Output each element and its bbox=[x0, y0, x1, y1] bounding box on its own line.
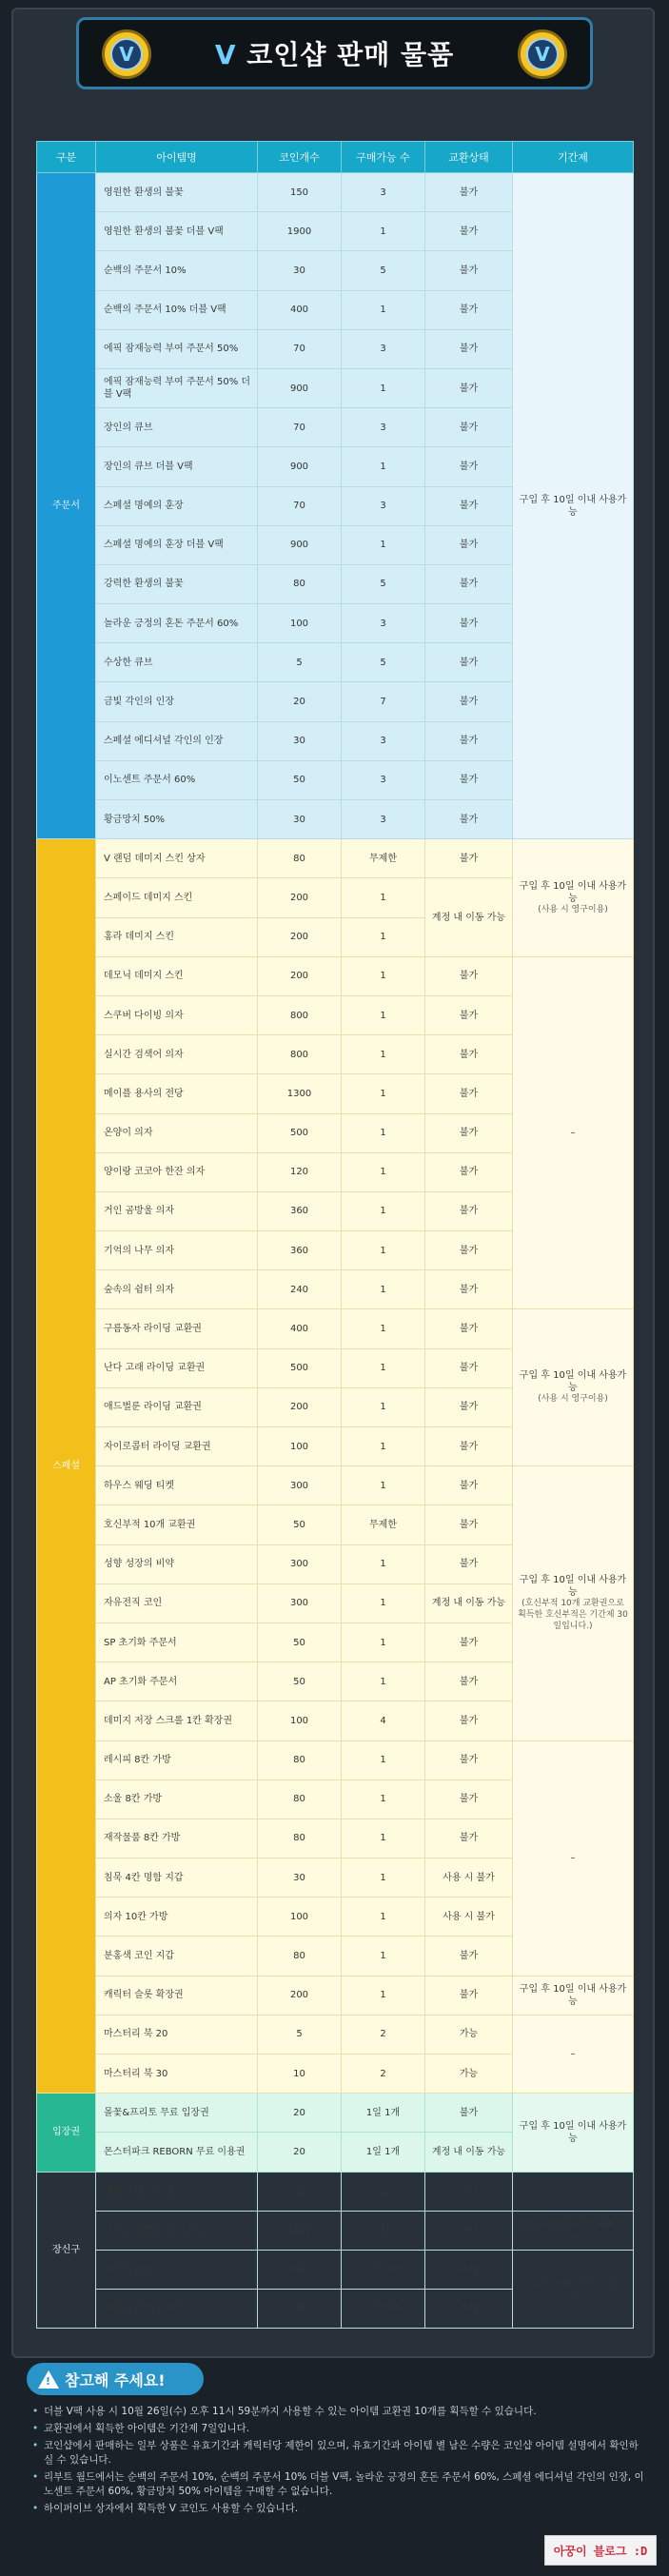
coin-count: 70 bbox=[258, 486, 342, 525]
coin-count: 900 bbox=[258, 368, 342, 407]
coin-count: 200 bbox=[258, 1387, 342, 1426]
item-name: 장인의 큐브 더블 V팩 bbox=[96, 447, 258, 486]
period-note bbox=[513, 173, 634, 839]
table-row bbox=[37, 1466, 634, 1505]
trade-status: 불가 bbox=[425, 1937, 513, 1976]
coin-count: 20 bbox=[258, 682, 342, 721]
trade-status: 불가 bbox=[425, 1740, 513, 1780]
item-name: 벤전스 스톤 bbox=[96, 2250, 258, 2289]
item-name: 메이플 용사의 전당 bbox=[96, 1074, 258, 1113]
trade-status: 계정 내 이동 가능 bbox=[425, 2133, 513, 2172]
period-note-line: – bbox=[570, 1853, 576, 1864]
coin-count: 5 bbox=[258, 2015, 342, 2054]
header-item-name: 아이템명 bbox=[96, 142, 258, 173]
item-name: SP 초기화 주문서 bbox=[96, 1622, 258, 1662]
item-name: 순백의 주문서 10% 더블 V팩 bbox=[96, 290, 258, 329]
item-name: 분홍색 코인 지갑 bbox=[96, 1937, 258, 1976]
coin-count: 1300 bbox=[258, 1074, 342, 1113]
purchase-limit: 1 bbox=[342, 956, 425, 995]
coin-count: 70 bbox=[258, 408, 342, 447]
table-row bbox=[37, 2094, 634, 2133]
header-period: 기간제 bbox=[513, 142, 634, 173]
trade-status: 불가 bbox=[425, 1662, 513, 1701]
purchase-limit: 무제한 bbox=[342, 839, 425, 878]
trade-status: 불가 bbox=[425, 1309, 513, 1348]
purchase-limit: 1 bbox=[342, 1544, 425, 1583]
trade-status: 불가 bbox=[425, 1701, 513, 1740]
item-name: 성향 성장의 비약 bbox=[96, 1544, 258, 1583]
item-name: 금빛 각인의 인장 bbox=[96, 682, 258, 721]
table-row bbox=[37, 1740, 634, 1780]
notice-list bbox=[27, 2405, 645, 2516]
notice-section bbox=[27, 2363, 645, 2519]
item-name: 난다 고래 라이딩 교환권 bbox=[96, 1348, 258, 1387]
item-name: 데미지 저장 스크롤 1칸 확장권 bbox=[96, 1701, 258, 1740]
item-name: 벤전스 링 전용 큐브 bbox=[96, 2290, 258, 2329]
purchase-limit: 1 bbox=[342, 2172, 425, 2211]
item-name: 의자 10칸 가방 bbox=[96, 1898, 258, 1937]
trade-status: 불가 bbox=[425, 839, 513, 878]
trade-status: 불가 bbox=[425, 604, 513, 643]
trade-status: 불가 bbox=[425, 800, 513, 839]
trade-status: 불가 bbox=[425, 564, 513, 603]
item-name: 수상한 큐브 bbox=[96, 643, 258, 682]
purchase-limit: 1 bbox=[342, 1976, 425, 2015]
coin-count: 50 bbox=[258, 1662, 342, 1701]
coin-count: 300 bbox=[258, 1466, 342, 1505]
coin-count: 500 bbox=[258, 1113, 342, 1152]
trade-status: 불가 bbox=[425, 1270, 513, 1309]
item-name: 거인 곰방울 의자 bbox=[96, 1191, 258, 1230]
title-banner bbox=[76, 17, 593, 89]
trade-status: 가능 bbox=[425, 2015, 513, 2054]
trade-status: 불가 bbox=[425, 643, 513, 682]
period-note-line: 구입 후 10일 이내 사용가능 bbox=[519, 1370, 627, 1394]
header-purchase-limit: 구매가능 수 bbox=[342, 142, 425, 173]
coin-count: 200 bbox=[258, 1976, 342, 2015]
coin-count: 400 bbox=[258, 1309, 342, 1348]
period-note bbox=[513, 839, 634, 957]
coin-count: 20 bbox=[258, 2133, 342, 2172]
period-note-line: 구입 후 10일 이내 사용가능 bbox=[519, 1575, 627, 1599]
trade-status: 불가 bbox=[425, 251, 513, 290]
period-note-line: (사용 시 영구이용) bbox=[538, 904, 608, 914]
table-row bbox=[37, 1309, 634, 1348]
purchase-limit: 3 bbox=[342, 329, 425, 368]
coin-count: 50 bbox=[258, 1622, 342, 1662]
item-name: 스페이드 데미지 스킨 bbox=[96, 878, 258, 917]
period-note-line: 구입 후 10일 이내 사용가능 bbox=[519, 494, 627, 518]
coin-count: 5 bbox=[258, 643, 342, 682]
v-coin-icon: V bbox=[518, 29, 567, 79]
trade-status: 불가 bbox=[425, 995, 513, 1034]
coin-count: 30 bbox=[258, 721, 342, 760]
purchase-limit: 1일 1개 bbox=[342, 2094, 425, 2133]
item-name: 장인의 큐브 bbox=[96, 408, 258, 447]
coin-count: 900 bbox=[258, 447, 342, 486]
purchase-limit: 1 bbox=[342, 447, 425, 486]
purchase-limit: 4 bbox=[342, 1701, 425, 1740]
trade-status: 계정 내 이동 가능 bbox=[425, 878, 513, 956]
purchase-limit: 1 bbox=[342, 1622, 425, 1662]
table-row bbox=[37, 1976, 634, 2015]
purchase-limit: 1 bbox=[342, 1662, 425, 1701]
purchase-limit: 1 bbox=[342, 878, 425, 917]
item-name: 침묵 4칸 명함 지갑 bbox=[96, 1858, 258, 1898]
trade-status: 불가 bbox=[425, 2290, 513, 2329]
item-name: 구름동자 라이딩 교환권 bbox=[96, 1309, 258, 1348]
coin-count: 80 bbox=[258, 1819, 342, 1858]
trade-status: 불가 bbox=[425, 2172, 513, 2211]
trade-status: 불가 bbox=[425, 408, 513, 447]
coin-count: 150 bbox=[258, 173, 342, 212]
coin-count: 240 bbox=[258, 1270, 342, 1309]
item-name: 벤전스 링 교환권 bbox=[96, 2172, 258, 2211]
trade-status: 불가 bbox=[425, 760, 513, 799]
trade-status: 불가 bbox=[425, 956, 513, 995]
period-note-line: (호신부적 10개 교환권으로 획득한 호신부적은 기간제 30일입니다.) bbox=[518, 1599, 628, 1631]
trade-status: 불가 bbox=[425, 1427, 513, 1466]
item-name: V 랜덤 데미지 스킨 상자 bbox=[96, 839, 258, 878]
period-note bbox=[513, 2094, 634, 2172]
notice-item: • 교환권에서 획득한 아이템은 기간제 7일입니다. bbox=[32, 2422, 645, 2436]
coin-count: 80 bbox=[258, 564, 342, 603]
item-name: 스쿠버 다이빙 의자 bbox=[96, 995, 258, 1034]
coin-count: 60 bbox=[258, 2250, 342, 2289]
period-note bbox=[513, 2211, 634, 2250]
coin-count: 200 bbox=[258, 878, 342, 917]
period-note-line: – bbox=[570, 2186, 576, 2197]
item-name: 자이로콥터 라이딩 교환권 bbox=[96, 1427, 258, 1466]
trade-status: 불가 bbox=[425, 1191, 513, 1230]
trade-status: 불가 bbox=[425, 1505, 513, 1544]
purchase-limit: 1 bbox=[342, 1740, 425, 1780]
coin-count: 30 bbox=[258, 2290, 342, 2329]
period-note bbox=[513, 2015, 634, 2093]
trade-status: 불가 bbox=[425, 1976, 513, 2015]
purchase-limit: 5 bbox=[342, 643, 425, 682]
purchase-limit: 1 bbox=[342, 1427, 425, 1466]
trade-status: 불가 bbox=[425, 447, 513, 486]
notice-item: • 더블 V팩 사용 시 10월 26일(수) 오후 11시 59분까지 사용할 수 있는 아이템 교환권 10개를 획득할 수 있습니다. bbox=[32, 2405, 645, 2419]
item-name: 황금망치 50% bbox=[96, 800, 258, 839]
period-note bbox=[513, 1740, 634, 1976]
item-name: 스페셜 에디셔널 각인의 인장 bbox=[96, 721, 258, 760]
notice-item: • 리부트 월드에서는 순백의 주문서 10%, 순백의 주문서 10% 더블 V팩, 놀라운 긍정의 혼돈 주문서 60%, 스페셜 에디셔널 각인의 인장, 이노센트 주문서 60%, 황금망치 50% 아이템을 구매할 수 없습니다. bbox=[32, 2470, 645, 2499]
purchase-limit: 1 bbox=[342, 1387, 425, 1426]
purchase-limit: 1 bbox=[342, 1270, 425, 1309]
coin-count: 70 bbox=[258, 329, 342, 368]
purchase-limit: 1 bbox=[342, 995, 425, 1034]
purchase-limit: 1일 1개 bbox=[342, 2133, 425, 2172]
purchase-limit: 1 bbox=[342, 368, 425, 407]
purchase-limit: 1 bbox=[342, 1858, 425, 1898]
coin-count: 10 bbox=[258, 2055, 342, 2094]
trade-status: 불가 bbox=[425, 1466, 513, 1505]
item-name: 강력한 환생의 불꽃 bbox=[96, 564, 258, 603]
blog-watermark: 아꿍이 블로그 :D bbox=[544, 2535, 657, 2566]
item-name: 몰꽃&프리토 무료 입장권 bbox=[96, 2094, 258, 2133]
period-note bbox=[513, 2172, 634, 2211]
table-row bbox=[37, 2211, 634, 2250]
table-row bbox=[37, 839, 634, 878]
purchase-limit: 3 bbox=[342, 800, 425, 839]
period-note-line: – bbox=[570, 2049, 576, 2059]
table-row bbox=[37, 173, 634, 212]
purchase-limit: 1 bbox=[342, 290, 425, 329]
table-header-row bbox=[37, 142, 634, 173]
item-name: 숲속의 쉼터 의자 bbox=[96, 1270, 258, 1309]
coin-count: 800 bbox=[258, 995, 342, 1034]
coin-count: 80 bbox=[258, 1937, 342, 1976]
header-trade-status: 교환상태 bbox=[425, 142, 513, 173]
category-cell: 주문서 bbox=[37, 173, 96, 839]
coin-count: 100 bbox=[258, 604, 342, 643]
purchase-limit: 1 bbox=[342, 212, 425, 251]
purchase-limit: 1 bbox=[342, 1309, 425, 1348]
purchase-limit: 7 bbox=[342, 682, 425, 721]
item-name: 캐릭터 슬롯 확장권 bbox=[96, 1976, 258, 2015]
coin-count: 50 bbox=[258, 760, 342, 799]
period-note-line: – bbox=[570, 1128, 576, 1139]
period-note bbox=[513, 956, 634, 1309]
purchase-limit: 3 bbox=[342, 408, 425, 447]
trade-status: 불가 bbox=[425, 721, 513, 760]
purchase-limit: 1일 3개 bbox=[342, 2250, 425, 2289]
purchase-limit: 1 bbox=[342, 1780, 425, 1819]
item-name: 스페셜 명예의 훈장 bbox=[96, 486, 258, 525]
coin-count: 500 bbox=[258, 1348, 342, 1387]
item-name: 레시피 8칸 가방 bbox=[96, 1740, 258, 1780]
period-note-line: (사용 시 영구이용) bbox=[538, 1394, 608, 1405]
purchase-limit: 1 bbox=[342, 1583, 425, 1622]
coin-count: 400 bbox=[258, 290, 342, 329]
item-name: 재작물품 8칸 가방 bbox=[96, 1819, 258, 1858]
warning-icon: ! bbox=[38, 2370, 59, 2389]
coin-count: 100 bbox=[258, 1701, 342, 1740]
coin-count: 800 bbox=[258, 1035, 342, 1074]
trade-status: 불가 bbox=[425, 486, 513, 525]
coin-count: 80 bbox=[258, 839, 342, 878]
trade-status: 불가 bbox=[425, 1780, 513, 1819]
table-row bbox=[37, 2015, 634, 2054]
coin-count: 900 bbox=[258, 525, 342, 564]
trade-status: 불가 bbox=[425, 1152, 513, 1191]
item-name: 애드벌룬 라이딩 교환권 bbox=[96, 1387, 258, 1426]
category-cell: 입장권 bbox=[37, 2094, 96, 2172]
trade-status: 불가 bbox=[425, 525, 513, 564]
coin-count: 80 bbox=[258, 1740, 342, 1780]
purchase-limit: 5 bbox=[342, 564, 425, 603]
purchase-limit: 3 bbox=[342, 486, 425, 525]
purchase-limit: 1 bbox=[342, 1348, 425, 1387]
item-name: AP 초기화 주문서 bbox=[96, 1662, 258, 1701]
trade-status: 불가 bbox=[425, 368, 513, 407]
trade-status: 가능 bbox=[425, 2055, 513, 2094]
v-coin-icon: V bbox=[102, 29, 151, 79]
period-note bbox=[513, 1466, 634, 1740]
item-name: 기억의 나무 의자 bbox=[96, 1231, 258, 1270]
coin-count: 30 bbox=[258, 251, 342, 290]
purchase-limit: 1일 5개 bbox=[342, 2290, 425, 2329]
trade-status: 불가 bbox=[425, 1622, 513, 1662]
purchase-limit: 3 bbox=[342, 604, 425, 643]
period-note bbox=[513, 1976, 634, 2015]
trade-status: 불가 bbox=[425, 2250, 513, 2289]
item-name: 마스터리 북 20 bbox=[96, 2015, 258, 2054]
purchase-limit: 2 bbox=[342, 2015, 425, 2054]
period-note bbox=[513, 1309, 634, 1466]
purchase-limit: 1 bbox=[342, 917, 425, 956]
item-name: 순백의 주문서 10% bbox=[96, 251, 258, 290]
coin-count: 200 bbox=[258, 917, 342, 956]
trade-status: 사용 시 불가 bbox=[425, 1898, 513, 1937]
purchase-limit: 1 bbox=[342, 1898, 425, 1937]
trade-status: 불가 bbox=[425, 1074, 513, 1113]
item-name: 데모닉 데미지 스킨 bbox=[96, 956, 258, 995]
trade-status: 불가 bbox=[425, 1231, 513, 1270]
trade-status: 불가 bbox=[425, 173, 513, 212]
trade-status: 불가 bbox=[425, 1819, 513, 1858]
table-row bbox=[37, 956, 634, 995]
item-name: 호신부적 10개 교환권 bbox=[96, 1505, 258, 1544]
item-name: 자유전직 코인 bbox=[96, 1583, 258, 1622]
purchase-limit: 1 bbox=[342, 1191, 425, 1230]
item-name: 소울 8칸 가방 bbox=[96, 1780, 258, 1819]
trade-status: 계정 내 이동 가능 bbox=[425, 1583, 513, 1622]
item-name: 리부트 벤전스 링 교환권 bbox=[96, 2211, 258, 2250]
purchase-limit: 2 bbox=[342, 2055, 425, 2094]
coin-count: 1200 bbox=[258, 2211, 342, 2250]
table-row bbox=[37, 2250, 634, 2289]
trade-status: 사용 시 불가 bbox=[425, 1858, 513, 1898]
trade-status: 불가 bbox=[425, 329, 513, 368]
purchase-limit: 3 bbox=[342, 760, 425, 799]
coin-count: 360 bbox=[258, 1191, 342, 1230]
period-note-line: 구입 후 10일 이내 사용가능 bbox=[519, 2120, 627, 2144]
category-cell: 장신구 bbox=[37, 2172, 96, 2329]
item-name: 스페셜 명예의 훈장 더블 V팩 bbox=[96, 525, 258, 564]
coin-count: 80 bbox=[258, 1780, 342, 1819]
purchase-limit: 1 bbox=[342, 525, 425, 564]
item-name: 온양이 의자 bbox=[96, 1113, 258, 1152]
page-title: V 코인샵 판매 물품 bbox=[214, 39, 455, 70]
coin-count: 10 bbox=[258, 2172, 342, 2211]
trade-status: 불가 bbox=[425, 212, 513, 251]
trade-status: 불가 bbox=[425, 1387, 513, 1426]
item-name: 영원한 환생의 불꽃 bbox=[96, 173, 258, 212]
coin-count: 100 bbox=[258, 1427, 342, 1466]
period-note-line: 구입 후 10일 이내 사용가능 bbox=[519, 1983, 627, 2007]
coin-count: 30 bbox=[258, 1858, 342, 1898]
trade-status: 불가 bbox=[425, 1035, 513, 1074]
purchase-limit: 1 bbox=[342, 1074, 425, 1113]
coin-count: 30 bbox=[258, 800, 342, 839]
period-note-line: 리부트월드에서만 구매 가능 bbox=[519, 2218, 627, 2242]
item-name: 놀라운 긍정의 혼돈 주문서 60% bbox=[96, 604, 258, 643]
notice-item: • 하이퍼이브 상자에서 획득한 V 코인도 사용할 수 있습니다. bbox=[32, 2502, 645, 2516]
item-name: 하우스 웨딩 티켓 bbox=[96, 1466, 258, 1505]
item-name: 실시간 검색어 의자 bbox=[96, 1035, 258, 1074]
item-name: 몬스터파크 REBORN 무료 이용권 bbox=[96, 2133, 258, 2172]
item-name: 마스터리 북 30 bbox=[96, 2055, 258, 2094]
trade-status: 불가 bbox=[425, 2211, 513, 2250]
header-coin-count: 코인개수 bbox=[258, 142, 342, 173]
item-name: 양이랑 코코아 한잔 의자 bbox=[96, 1152, 258, 1191]
trade-status: 불가 bbox=[425, 2094, 513, 2133]
purchase-limit: 무제한 bbox=[342, 1505, 425, 1544]
item-name: 이노센트 주문서 60% bbox=[96, 760, 258, 799]
purchase-limit: 1 bbox=[342, 1231, 425, 1270]
period-note-line: 구입 후 10일 이내 사용가능 bbox=[519, 2277, 627, 2301]
trade-status: 불가 bbox=[425, 290, 513, 329]
trade-status: 불가 bbox=[425, 1348, 513, 1387]
purchase-limit: 1 bbox=[342, 2211, 425, 2250]
coin-count: 50 bbox=[258, 1505, 342, 1544]
trade-status: 불가 bbox=[425, 1113, 513, 1152]
coin-count: 100 bbox=[258, 1898, 342, 1937]
category-cell: 스페셜 bbox=[37, 839, 96, 2094]
coin-count: 200 bbox=[258, 956, 342, 995]
item-name: 에픽 잠재능력 부여 주문서 50% 더블 V팩 bbox=[96, 368, 258, 407]
coin-count: 1900 bbox=[258, 212, 342, 251]
period-note-line: 구입 후 10일 이내 사용가능 bbox=[519, 880, 627, 904]
purchase-limit: 3 bbox=[342, 721, 425, 760]
purchase-limit: 5 bbox=[342, 251, 425, 290]
purchase-limit: 1 bbox=[342, 1113, 425, 1152]
purchase-limit: 1 bbox=[342, 1035, 425, 1074]
item-name: 에픽 잠재능력 부여 주문서 50% bbox=[96, 329, 258, 368]
item-name: 영원한 환생의 불꽃 더블 V팩 bbox=[96, 212, 258, 251]
header-category: 구분 bbox=[37, 142, 96, 173]
coin-count: 360 bbox=[258, 1231, 342, 1270]
shop-table bbox=[36, 141, 634, 2329]
trade-status: 불가 bbox=[425, 1544, 513, 1583]
item-name: 홍라 데미지 스킨 bbox=[96, 917, 258, 956]
trade-status: 불가 bbox=[425, 682, 513, 721]
notice-heading: ! 참고해 주세요! bbox=[27, 2363, 204, 2395]
purchase-limit: 3 bbox=[342, 173, 425, 212]
coin-count: 300 bbox=[258, 1544, 342, 1583]
coin-count: 20 bbox=[258, 2094, 342, 2133]
table-row bbox=[37, 2172, 634, 2211]
purchase-limit: 1 bbox=[342, 1466, 425, 1505]
coin-count: 300 bbox=[258, 1583, 342, 1622]
period-note bbox=[513, 2250, 634, 2328]
coin-count: 120 bbox=[258, 1152, 342, 1191]
notice-item: • 코인샵에서 판매하는 일부 상품은 유효기간과 캐릭터당 제한이 있으며, 유효기간과 아이템 별 남은 수량은 코인샵 아이템 설명에서 확인하실 수 있습니다. bbox=[32, 2439, 645, 2468]
purchase-limit: 1 bbox=[342, 1937, 425, 1976]
purchase-limit: 1 bbox=[342, 1819, 425, 1858]
shop-table-wrap bbox=[36, 141, 633, 2329]
purchase-limit: 1 bbox=[342, 1152, 425, 1191]
